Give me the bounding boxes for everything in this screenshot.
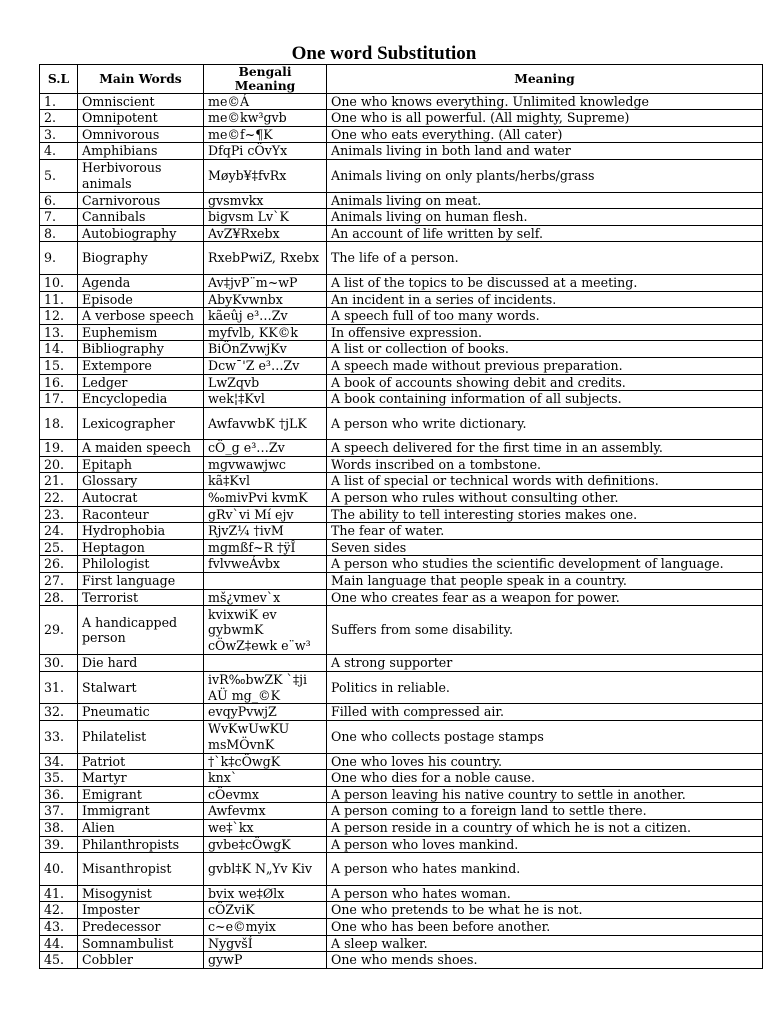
cell-bengali-meaning: gvsmvkx	[204, 192, 327, 209]
cell-meaning: A person coming to a foreign land to settle there.	[327, 803, 763, 820]
table-row	[40, 523, 763, 540]
cell-sl: 43.	[40, 918, 78, 935]
cell-bengali-meaning: cÖZviK	[204, 902, 327, 919]
table-row	[40, 440, 763, 457]
cell-main-word: Encyclopedia	[78, 391, 204, 408]
cell-bengali-meaning: NygvšÍ	[204, 935, 327, 952]
cell-main-word: Episode	[78, 291, 204, 308]
cell-bengali-meaning	[204, 655, 327, 672]
cell-bengali-meaning: Awfevmx	[204, 803, 327, 820]
cell-sl: 31.	[40, 671, 78, 704]
cell-bengali-meaning: kãeûj e³…Zv	[204, 308, 327, 325]
table-header-row	[40, 65, 763, 94]
cell-meaning: An account of life written by self.	[327, 225, 763, 242]
cell-sl: 32.	[40, 704, 78, 721]
cell-sl: 17.	[40, 391, 78, 408]
cell-meaning: Animals living in both land and water	[327, 143, 763, 160]
cell-main-word: Cannibals	[78, 209, 204, 226]
cell-main-word: Misanthropist	[78, 853, 204, 886]
cell-sl: 19.	[40, 440, 78, 457]
cell-sl: 18.	[40, 407, 78, 440]
cell-meaning: A person leaving his native country to settle in another.	[327, 786, 763, 803]
table-row	[40, 291, 763, 308]
cell-main-word: Predecessor	[78, 918, 204, 935]
cell-sl: 27.	[40, 573, 78, 590]
header-meaning: Meaning	[327, 65, 763, 94]
cell-sl: 15.	[40, 357, 78, 374]
cell-sl: 35.	[40, 770, 78, 787]
cell-sl: 25.	[40, 539, 78, 556]
table-row	[40, 143, 763, 160]
table-row	[40, 671, 763, 704]
cell-main-word: Martyr	[78, 770, 204, 787]
table-row	[40, 704, 763, 721]
cell-bengali-meaning: LwZqvb	[204, 374, 327, 391]
cell-bengali-meaning: AvZ¥Rxebx	[204, 225, 327, 242]
cell-bengali-meaning: me©f~¶K	[204, 126, 327, 143]
cell-bengali-meaning: mgmßf~R †ÿÎ	[204, 539, 327, 556]
one-word-substitution-table	[39, 64, 763, 969]
cell-bengali-meaning: †`k‡cÖwgK	[204, 753, 327, 770]
cell-bengali-meaning: mgvwawjwc	[204, 456, 327, 473]
cell-meaning: A person who studies the scientific development of language.	[327, 556, 763, 573]
cell-bengali-meaning: RjvZ¼ †ivM	[204, 523, 327, 540]
cell-main-word: Biography	[78, 242, 204, 275]
table-row	[40, 952, 763, 969]
table-row	[40, 770, 763, 787]
cell-main-word: Agenda	[78, 274, 204, 291]
cell-main-word: Immigrant	[78, 803, 204, 820]
cell-main-word: Euphemism	[78, 324, 204, 341]
table-row	[40, 308, 763, 325]
cell-bengali-meaning: RxebPwiZ, Rxebx	[204, 242, 327, 275]
table-row	[40, 242, 763, 275]
cell-sl: 20.	[40, 456, 78, 473]
cell-sl: 38.	[40, 819, 78, 836]
table-row	[40, 473, 763, 490]
cell-bengali-meaning: cÖevmx	[204, 786, 327, 803]
cell-sl: 42.	[40, 902, 78, 919]
page-title: One word Substitution	[291, 43, 477, 64]
table-row	[40, 341, 763, 358]
table-row	[40, 209, 763, 226]
cell-bengali-meaning: mš¿vmev`x	[204, 589, 327, 606]
cell-meaning: Seven sides	[327, 539, 763, 556]
table-row	[40, 589, 763, 606]
table-body	[40, 93, 763, 968]
cell-main-word: Glossary	[78, 473, 204, 490]
cell-sl: 4.	[40, 143, 78, 160]
cell-meaning: A person who write dictionary.	[327, 407, 763, 440]
cell-meaning: Suffers from some disability.	[327, 606, 763, 655]
table-row	[40, 490, 763, 507]
cell-bengali-meaning	[204, 573, 327, 590]
cell-main-word: A handicapped person	[78, 606, 204, 655]
cell-main-word: Philatelist	[78, 721, 204, 754]
cell-meaning: A person who loves mankind.	[327, 836, 763, 853]
cell-bengali-meaning: cÖ_g e³…Zv	[204, 440, 327, 457]
cell-sl: 11.	[40, 291, 78, 308]
cell-meaning: A person who hates mankind.	[327, 853, 763, 886]
cell-sl: 33.	[40, 721, 78, 754]
table-row	[40, 192, 763, 209]
cell-sl: 44.	[40, 935, 78, 952]
cell-bengali-meaning: ‰mivPvi kvmK	[204, 490, 327, 507]
cell-sl: 41.	[40, 885, 78, 902]
cell-main-word: Emigrant	[78, 786, 204, 803]
cell-meaning: A person who hates woman.	[327, 885, 763, 902]
table-row	[40, 110, 763, 127]
cell-main-word: Omniscient	[78, 93, 204, 110]
cell-meaning: An incident in a series of incidents.	[327, 291, 763, 308]
table-row	[40, 159, 763, 192]
table-row	[40, 225, 763, 242]
cell-meaning: A sleep walker.	[327, 935, 763, 952]
cell-meaning: A speech delivered for the first time in an assembly.	[327, 440, 763, 457]
cell-sl: 7.	[40, 209, 78, 226]
table-row	[40, 407, 763, 440]
cell-meaning: A speech made without previous preparation.	[327, 357, 763, 374]
cell-sl: 12.	[40, 308, 78, 325]
cell-bengali-meaning: c~e©myix	[204, 918, 327, 935]
header-sl: S.L	[40, 65, 78, 94]
cell-bengali-meaning: AbyKvwnbx	[204, 291, 327, 308]
cell-meaning: A list of special or technical words with definitions.	[327, 473, 763, 490]
cell-bengali-meaning: gvbe‡cÖwgK	[204, 836, 327, 853]
cell-main-word: Omnivorous	[78, 126, 204, 143]
cell-bengali-meaning: ivR‰bwZK `‡ji AÜ mg_©K	[204, 671, 327, 704]
cell-sl: 13.	[40, 324, 78, 341]
table-row	[40, 391, 763, 408]
cell-sl: 26.	[40, 556, 78, 573]
cell-sl: 40.	[40, 853, 78, 886]
cell-meaning: The ability to tell interesting stories makes one.	[327, 506, 763, 523]
cell-meaning: One who has been before another.	[327, 918, 763, 935]
cell-meaning: A strong supporter	[327, 655, 763, 672]
table-row	[40, 456, 763, 473]
cell-meaning: A book containing information of all subjects.	[327, 391, 763, 408]
table-row	[40, 935, 763, 952]
cell-meaning: Filled with compressed air.	[327, 704, 763, 721]
cell-meaning: One who mends shoes.	[327, 952, 763, 969]
cell-main-word: Heptagon	[78, 539, 204, 556]
cell-sl: 29.	[40, 606, 78, 655]
cell-main-word: Cobbler	[78, 952, 204, 969]
table-row	[40, 721, 763, 754]
cell-meaning: The fear of water.	[327, 523, 763, 540]
table-row	[40, 573, 763, 590]
cell-main-word: Herbivorous animals	[78, 159, 204, 192]
cell-bengali-meaning: me©Á	[204, 93, 327, 110]
cell-sl: 24.	[40, 523, 78, 540]
cell-meaning: A list of the topics to be discussed at a meeting.	[327, 274, 763, 291]
cell-main-word: Imposter	[78, 902, 204, 919]
header-bengali-meaning: Bengali Meaning	[204, 65, 327, 94]
header-main-words: Main Words	[78, 65, 204, 94]
table-row	[40, 753, 763, 770]
cell-meaning: One who is all powerful. (All mighty, Supreme)	[327, 110, 763, 127]
cell-bengali-meaning: kã‡Kvl	[204, 473, 327, 490]
cell-meaning: The life of a person.	[327, 242, 763, 275]
table-row	[40, 803, 763, 820]
cell-main-word: Somnambulist	[78, 935, 204, 952]
table-row	[40, 885, 763, 902]
cell-bengali-meaning: gywP	[204, 952, 327, 969]
cell-meaning: One who eats everything. (All cater)	[327, 126, 763, 143]
cell-bengali-meaning: gRv`vi Mí ejv	[204, 506, 327, 523]
cell-main-word: Die hard	[78, 655, 204, 672]
cell-main-word: Extempore	[78, 357, 204, 374]
cell-meaning: One who collects postage stamps	[327, 721, 763, 754]
table-row	[40, 126, 763, 143]
cell-meaning: One who loves his country.	[327, 753, 763, 770]
cell-sl: 22.	[40, 490, 78, 507]
cell-main-word: Terrorist	[78, 589, 204, 606]
table-row	[40, 374, 763, 391]
table-row	[40, 274, 763, 291]
cell-main-word: First language	[78, 573, 204, 590]
table-row	[40, 918, 763, 935]
table-row	[40, 819, 763, 836]
cell-bengali-meaning: Møyb¥‡fvRx	[204, 159, 327, 192]
cell-sl: 2.	[40, 110, 78, 127]
cell-bengali-meaning: kvixwiK ev gybwmK cÖwZ‡ewk e¨w³	[204, 606, 327, 655]
cell-sl: 39.	[40, 836, 78, 853]
cell-sl: 36.	[40, 786, 78, 803]
cell-meaning: One who dies for a noble cause.	[327, 770, 763, 787]
cell-bengali-meaning: WvKwUwKU msMÖvnK	[204, 721, 327, 754]
cell-meaning: Animals living on human flesh.	[327, 209, 763, 226]
cell-main-word: Misogynist	[78, 885, 204, 902]
cell-main-word: Amphibians	[78, 143, 204, 160]
cell-meaning: Animals living on only plants/herbs/grass	[327, 159, 763, 192]
cell-bengali-meaning: myfvlb, KK©k	[204, 324, 327, 341]
cell-sl: 16.	[40, 374, 78, 391]
cell-bengali-meaning: AwfavwbK †jLK	[204, 407, 327, 440]
table-row	[40, 655, 763, 672]
cell-main-word: Carnivorous	[78, 192, 204, 209]
cell-sl: 10.	[40, 274, 78, 291]
cell-sl: 3.	[40, 126, 78, 143]
cell-bengali-meaning: DfqPi cÖvYx	[204, 143, 327, 160]
cell-bengali-meaning: me©kw³gvb	[204, 110, 327, 127]
cell-bengali-meaning: BiÖnZvwjKv	[204, 341, 327, 358]
cell-meaning: A speech full of too many words.	[327, 308, 763, 325]
cell-main-word: A maiden speech	[78, 440, 204, 457]
cell-meaning: One who creates fear as a weapon for power.	[327, 589, 763, 606]
cell-meaning: A person reside in a country of which he is not a citizen.	[327, 819, 763, 836]
cell-bengali-meaning: gvbl‡K N„Yv Kiv	[204, 853, 327, 886]
table-row	[40, 506, 763, 523]
cell-bengali-meaning: Av‡jvP¨m~wP	[204, 274, 327, 291]
cell-sl: 37.	[40, 803, 78, 820]
cell-main-word: Alien	[78, 819, 204, 836]
table-row	[40, 606, 763, 655]
table-row	[40, 786, 763, 803]
cell-main-word: Hydrophobia	[78, 523, 204, 540]
table-row	[40, 93, 763, 110]
cell-main-word: Omnipotent	[78, 110, 204, 127]
cell-sl: 30.	[40, 655, 78, 672]
cell-bengali-meaning: bigvsm Lv`K	[204, 209, 327, 226]
cell-main-word: Patriot	[78, 753, 204, 770]
cell-bengali-meaning: wek¦‡Kvl	[204, 391, 327, 408]
cell-meaning: A book of accounts showing debit and credits.	[327, 374, 763, 391]
cell-main-word: Ledger	[78, 374, 204, 391]
cell-sl: 5.	[40, 159, 78, 192]
cell-bengali-meaning: knx`	[204, 770, 327, 787]
cell-sl: 21.	[40, 473, 78, 490]
table-row	[40, 556, 763, 573]
cell-meaning: One who knows everything. Unlimited knowledge	[327, 93, 763, 110]
cell-main-word: Philanthropists	[78, 836, 204, 853]
cell-meaning: Animals living on meat.	[327, 192, 763, 209]
table-row	[40, 357, 763, 374]
cell-sl: 9.	[40, 242, 78, 275]
cell-main-word: Autocrat	[78, 490, 204, 507]
cell-meaning: A person who rules without consulting other.	[327, 490, 763, 507]
cell-main-word: Bibliography	[78, 341, 204, 358]
table-row	[40, 902, 763, 919]
cell-meaning: A list or collection of books.	[327, 341, 763, 358]
cell-bengali-meaning: we‡`kx	[204, 819, 327, 836]
cell-meaning: Words inscribed on a tombstone.	[327, 456, 763, 473]
table-row	[40, 324, 763, 341]
cell-bengali-meaning: bvix we‡Ølx	[204, 885, 327, 902]
cell-sl: 34.	[40, 753, 78, 770]
cell-main-word: A verbose speech	[78, 308, 204, 325]
cell-meaning: One who pretends to be what he is not.	[327, 902, 763, 919]
cell-meaning: In offensive expression.	[327, 324, 763, 341]
table-row	[40, 836, 763, 853]
cell-meaning: Main language that people speak in a country.	[327, 573, 763, 590]
cell-main-word: Raconteur	[78, 506, 204, 523]
cell-main-word: Philologist	[78, 556, 204, 573]
cell-sl: 23.	[40, 506, 78, 523]
table-row	[40, 539, 763, 556]
cell-main-word: Stalwart	[78, 671, 204, 704]
cell-bengali-meaning: fvlvweÁvbx	[204, 556, 327, 573]
cell-sl: 14.	[40, 341, 78, 358]
cell-main-word: Lexicographer	[78, 407, 204, 440]
cell-meaning: Politics in reliable.	[327, 671, 763, 704]
cell-sl: 1.	[40, 93, 78, 110]
table-row	[40, 853, 763, 886]
cell-sl: 8.	[40, 225, 78, 242]
cell-main-word: Epitaph	[78, 456, 204, 473]
cell-sl: 45.	[40, 952, 78, 969]
cell-sl: 6.	[40, 192, 78, 209]
cell-main-word: Autobiography	[78, 225, 204, 242]
cell-bengali-meaning: Dcw¯'Z e³…Zv	[204, 357, 327, 374]
cell-sl: 28.	[40, 589, 78, 606]
cell-bengali-meaning: evqyPvwjZ	[204, 704, 327, 721]
cell-main-word: Pneumatic	[78, 704, 204, 721]
